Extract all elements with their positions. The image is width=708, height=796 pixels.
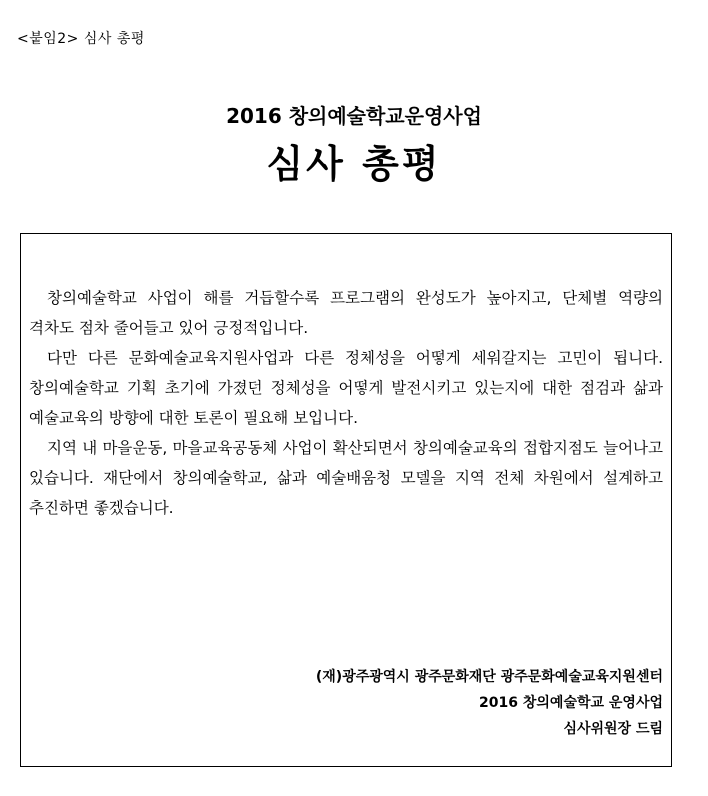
attachment-label: <붙임2> 심사 총평 bbox=[17, 31, 145, 47]
signature-block bbox=[316, 664, 663, 742]
signature-program: 2016 창의예술학교 운영사업 bbox=[479, 695, 663, 711]
document-title: 심사 총평 bbox=[266, 142, 442, 186]
review-body bbox=[29, 283, 663, 523]
signature-org: (재)광주광역시 광주문화재단 광주문화예술교육지원센터 bbox=[315, 669, 663, 685]
signature-from: 심사위원장 드림 bbox=[563, 721, 663, 737]
document-subtitle: 2016 창의예술학교운영사업 bbox=[226, 104, 482, 128]
review-paragraph: 지역 내 마을운동, 마을교육공동체 사업이 확산되면서 창의예술교육의 접합지점도 늘어나고 있습니다. 재단에서 창의예술학교, 삶과 예술배움청 모델을 지역 전체 차원에서 설계하고 추진하면 좋겠습니다. bbox=[29, 439, 663, 517]
review-paragraph: 창의예술학교 사업이 해를 거듭할수록 프로그램의 완성도가 높아지고, 단체별 역량의 격차도 점차 줄어들고 있어 긍정적입니다. bbox=[29, 289, 663, 337]
review-paragraph: 다만 다른 문화예술교육지원사업과 다른 정체성을 어떻게 세워갈지는 고민이 됩니다. 창의예술학교 기획 초기에 가졌던 정체성을 어떻게 발전시키고 있는지에 대한 점검과 삶과 예술교육의 방향에 대한 토론이 필요해 보입니다. bbox=[29, 349, 663, 427]
review-box bbox=[20, 233, 672, 767]
